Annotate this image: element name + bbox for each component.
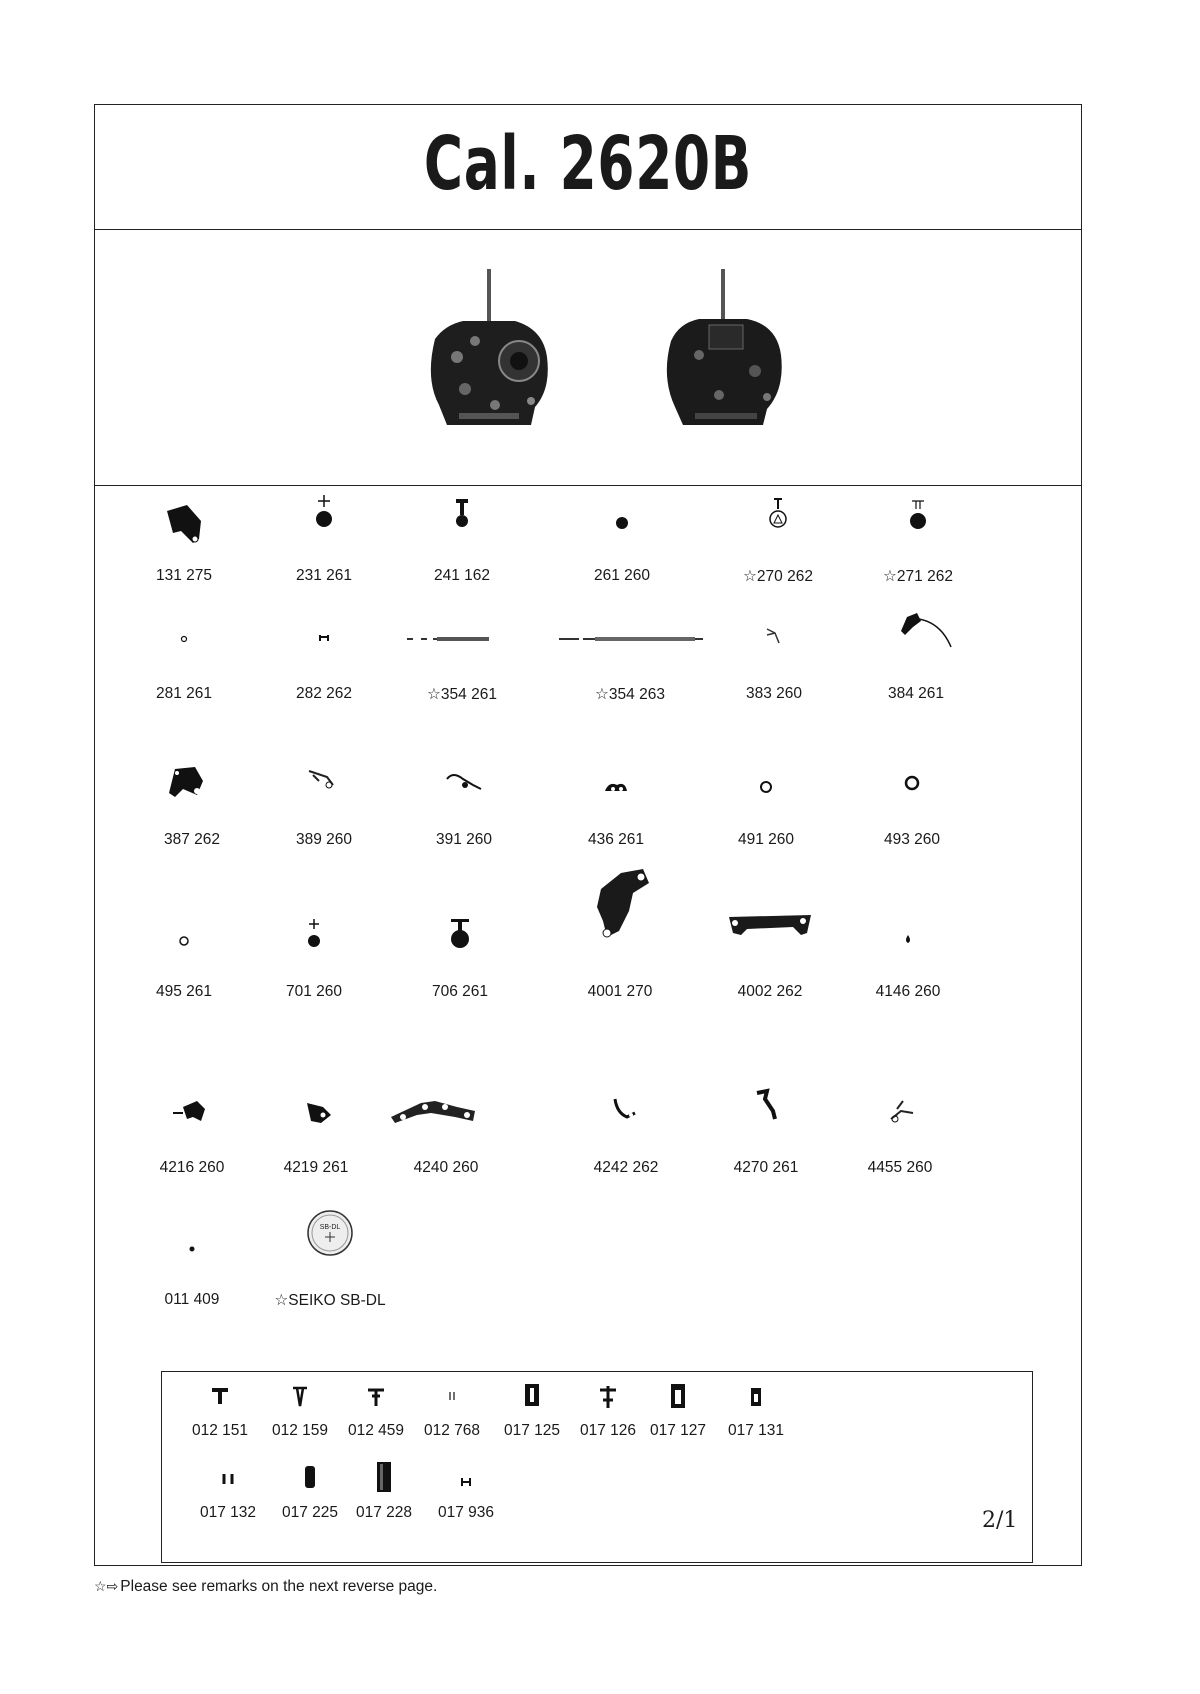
movement-back-image	[667, 269, 782, 425]
screw-number: 017 225	[281, 1504, 339, 1521]
part-number: 261 260	[593, 567, 651, 584]
part-number: 131 275	[155, 567, 213, 584]
catalog-sheet	[94, 104, 1082, 1566]
part-number: 383 260	[745, 685, 803, 702]
part-item	[241, 1073, 391, 1183]
screw-item	[188, 1456, 268, 1536]
part-item	[117, 745, 267, 855]
battery-label: SB-DL	[319, 1224, 341, 1231]
part-illustration	[109, 599, 259, 679]
part-number: 4240 260	[413, 1159, 479, 1176]
part-illustration	[703, 481, 853, 561]
screws-box	[161, 1371, 1033, 1563]
screw-number: 017 228	[355, 1504, 413, 1521]
part-illustration	[825, 1073, 975, 1153]
part-number: 384 261	[887, 685, 945, 702]
part-item	[833, 897, 983, 1007]
part-illustration	[239, 897, 389, 977]
part-item	[545, 897, 695, 1007]
screw-illustration	[492, 1374, 572, 1418]
part-number: 4219 261	[283, 1159, 349, 1176]
part-number: 282 262	[295, 685, 353, 702]
part-item	[249, 481, 399, 591]
part-item	[695, 897, 845, 1007]
part-number: 4242 262	[593, 1159, 659, 1176]
part-number: 281 261	[155, 685, 213, 702]
footnote-text: Please see remarks on the next reverse page.	[120, 1578, 438, 1595]
part-number: 436 261	[587, 831, 645, 848]
screw-item	[426, 1456, 506, 1536]
part-item	[691, 745, 841, 855]
part-number: 4001 270	[587, 983, 653, 1000]
part-number: ☆SEIKO SB-DL	[274, 1292, 386, 1309]
part-number: 4146 260	[875, 983, 941, 1000]
part-number: 231 261	[295, 567, 353, 584]
screw-number: 017 126	[579, 1422, 637, 1439]
movement-photos	[95, 229, 1081, 486]
part-number: 495 261	[155, 983, 213, 1000]
screw-item	[180, 1374, 260, 1454]
screw-number: 017 125	[503, 1422, 561, 1439]
screw-number: 012 151	[191, 1422, 249, 1439]
part-item	[843, 481, 993, 591]
screw-illustration	[188, 1456, 268, 1500]
screw-item	[716, 1374, 796, 1454]
screw-illustration	[270, 1456, 350, 1500]
part-illustration	[117, 745, 267, 825]
part-illustration	[555, 599, 705, 679]
part-number: ☆354 261	[427, 686, 497, 703]
part-illustration	[547, 481, 697, 561]
part-illustration	[691, 745, 841, 825]
part-item	[255, 1205, 405, 1315]
part-item	[691, 1073, 841, 1183]
title-band	[95, 105, 1081, 230]
part-item	[837, 745, 987, 855]
part-illustration	[385, 897, 535, 977]
star-arrow-icon: ☆⇨	[94, 1578, 119, 1594]
screw-number: 017 127	[649, 1422, 707, 1439]
part-illustration	[695, 897, 845, 977]
screw-number: 012 768	[423, 1422, 481, 1439]
part-item	[541, 745, 691, 855]
part-illustration	[109, 897, 259, 977]
screw-illustration	[260, 1374, 340, 1418]
part-item	[117, 1205, 267, 1315]
part-illustration	[841, 599, 991, 679]
part-illustration	[691, 1073, 841, 1153]
part-item	[249, 745, 399, 855]
part-illustration	[541, 745, 691, 825]
screw-item	[270, 1456, 350, 1536]
part-illustration	[249, 599, 399, 679]
part-item	[825, 1073, 975, 1183]
screw-illustration	[638, 1374, 718, 1418]
part-number: ☆270 262	[743, 568, 813, 585]
part-number: ☆271 262	[883, 568, 953, 585]
footnote	[94, 1578, 437, 1596]
screw-illustration	[344, 1456, 424, 1500]
screw-illustration	[568, 1374, 648, 1418]
part-number: ☆354 263	[595, 686, 665, 703]
part-illustration	[241, 1073, 391, 1153]
part-illustration	[387, 481, 537, 561]
screw-number: 017 131	[727, 1422, 785, 1439]
part-number: 389 260	[295, 831, 353, 848]
screw-number: 017 936	[437, 1504, 495, 1521]
part-item	[547, 481, 697, 591]
screw-illustration	[426, 1456, 506, 1500]
part-number: 387 262	[163, 831, 221, 848]
part-item	[699, 599, 849, 709]
page-title: Cal. 2620B	[423, 121, 753, 207]
part-item	[371, 1073, 521, 1183]
part-illustration	[837, 745, 987, 825]
screw-illustration	[336, 1374, 416, 1418]
part-number: 391 260	[435, 831, 493, 848]
part-number: 011 409	[164, 1291, 220, 1308]
part-item	[387, 599, 537, 709]
screw-illustration	[180, 1374, 260, 1418]
screw-item	[568, 1374, 648, 1454]
part-number: 241 162	[433, 567, 491, 584]
part-illustration	[255, 1205, 405, 1285]
part-illustration	[249, 481, 399, 561]
part-illustration	[545, 897, 695, 977]
screw-number: 017 132	[199, 1504, 257, 1521]
part-item	[239, 897, 389, 1007]
part-number: 4270 261	[733, 1159, 799, 1176]
screw-item	[638, 1374, 718, 1454]
screw-item	[412, 1374, 492, 1454]
part-illustration	[843, 481, 993, 561]
screw-illustration	[716, 1374, 796, 1418]
part-item	[389, 745, 539, 855]
screw-item	[492, 1374, 572, 1454]
part-number: 706 261	[431, 983, 489, 1000]
part-illustration	[699, 599, 849, 679]
part-item	[555, 599, 705, 709]
part-illustration	[833, 897, 983, 977]
screw-item	[260, 1374, 340, 1454]
movement-photo-svg	[95, 229, 1081, 485]
part-illustration	[249, 745, 399, 825]
part-item	[109, 897, 259, 1007]
screw-item	[344, 1456, 424, 1536]
part-item	[109, 481, 259, 591]
part-item	[703, 481, 853, 591]
part-illustration	[371, 1073, 521, 1153]
part-item	[249, 599, 399, 709]
page-number: 2/1	[982, 1508, 1018, 1533]
screw-illustration	[412, 1374, 492, 1418]
part-item	[841, 599, 991, 709]
part-item	[109, 599, 259, 709]
part-item	[385, 897, 535, 1007]
part-number: 4455 260	[867, 1159, 933, 1176]
part-number: 4002 262	[737, 983, 803, 1000]
part-item	[551, 1073, 701, 1183]
part-illustration	[389, 745, 539, 825]
screw-number: 012 159	[271, 1422, 329, 1439]
part-illustration	[109, 481, 259, 561]
part-illustration	[387, 599, 537, 679]
screw-item	[336, 1374, 416, 1454]
part-number: 701 260	[285, 983, 343, 1000]
part-item	[387, 481, 537, 591]
part-illustration	[117, 1205, 267, 1285]
movement-front-image	[431, 269, 548, 425]
part-number: 491 260	[737, 831, 795, 848]
part-illustration	[551, 1073, 701, 1153]
screw-number: 012 459	[347, 1422, 405, 1439]
part-number: 4216 260	[159, 1159, 225, 1176]
part-number: 493 260	[883, 831, 941, 848]
